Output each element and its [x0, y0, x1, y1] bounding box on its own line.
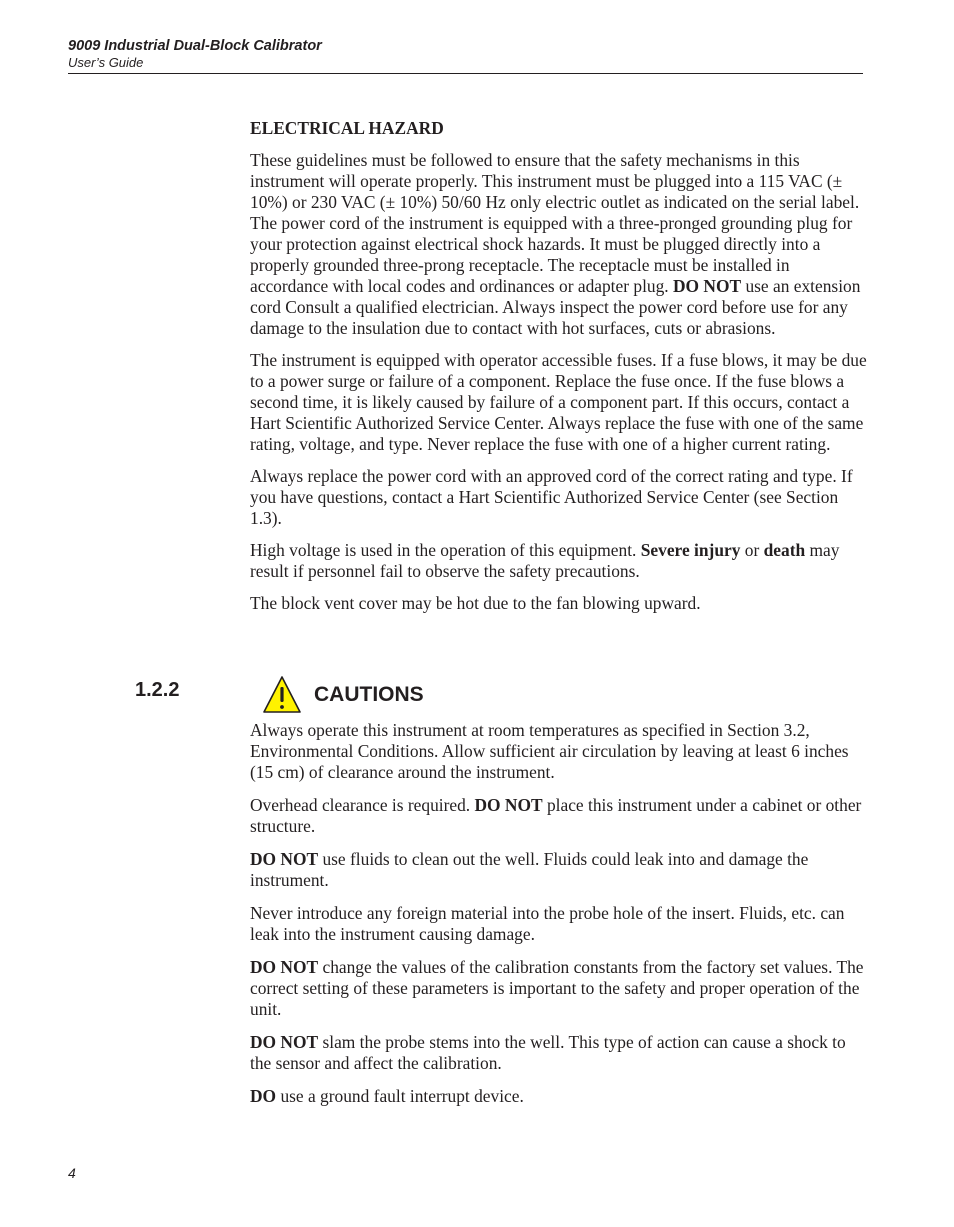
emphasis-text: Severe injury	[640, 540, 741, 560]
emphasis-text: DO NOT	[474, 795, 543, 815]
page-number: 4	[68, 1165, 76, 1181]
text-span: Overhead clearance is required.	[250, 795, 475, 815]
emphasis-text: DO NOT	[250, 849, 319, 869]
text-span: use an extension cord Consult a qualified electrician. Always inspect the power cord before use for any damage to the insulation due to contact with hot surfaces, cuts or abrasions.	[250, 276, 861, 338]
text-span: change the values of the calibration constants from the factory set values. The correct setting of these parameters is important to the safety and proper operation of the unit.	[250, 957, 864, 1019]
emphasis-text: DO	[250, 1086, 277, 1106]
emphasis-text: death	[763, 540, 806, 560]
cautions-heading	[262, 674, 424, 716]
text-span: place this instrument under a cabinet or other structure.	[250, 795, 862, 836]
document-subtitle: User’s Guide	[68, 55, 144, 70]
cautions-section	[250, 720, 870, 1119]
text-span: may result if personnel fail to observe the safety precautions.	[250, 540, 840, 581]
caution-paragraph-3	[250, 849, 870, 891]
electrical-hazard-paragraph-4	[250, 540, 870, 582]
caution-paragraph-7	[250, 1086, 870, 1107]
document-title: 9009 Industrial Dual-Block Calibrator	[68, 38, 322, 54]
cautions-title: CAUTIONS	[314, 683, 424, 706]
emphasis-text: DO NOT	[250, 1032, 319, 1052]
text-span: use fluids to clean out the well. Fluids could leak into and damage the instrument.	[250, 849, 809, 890]
electrical-hazard-section	[250, 115, 870, 625]
caution-paragraph-4: Never introduce any foreign material into the probe hole of the insert. Fluids, etc. can leak into the instrument causing damage.	[250, 903, 845, 944]
text-span: High voltage is used in the operation of this equipment.	[250, 540, 641, 560]
caution-paragraph-6	[250, 1032, 870, 1074]
caution-paragraph-1: Always operate this instrument at room temperatures as specified in Section 3.2, Environmental Conditions. Allow sufficient air circulation by leaving at least 6 inches (15 cm) of clearance around the instrument.	[250, 720, 849, 782]
text-span: use a ground fault interrupt device.	[276, 1086, 524, 1106]
electrical-hazard-paragraph-3: Always replace the power cord with an approved cord of the correct rating and type. If you have questions, contact a Hart Scientific Authorized Service Center (see Section 1.3).	[250, 466, 853, 528]
caution-paragraph-5	[250, 957, 870, 1020]
warning-triangle-icon	[262, 675, 302, 715]
electrical-hazard-heading: ELECTRICAL HAZARD	[250, 118, 444, 138]
text-span: or	[740, 540, 764, 560]
emphasis-text: DO NOT	[250, 957, 319, 977]
electrical-hazard-paragraph-5: The block vent cover may be hot due to the fan blowing upward.	[250, 593, 701, 613]
text-span: These guidelines must be followed to ensure that the safety mechanisms in this instrument will operate properly. This instrument must be plugged into a 115 VAC (± 10%) or 230 VAC (± 10%) 50/60 Hz only electric outlet as indicated on the serial label. The power cord of the instrument is equipped with a three-pronged grounding plug for your protection against electrical shock hazards. It must be plugged directly into a properly grounded three-prong receptacle. The receptacle must be installed in accordance with local codes and ordinances or adapter plug.	[250, 150, 860, 296]
electrical-hazard-paragraph-1	[250, 150, 870, 339]
caution-paragraph-2	[250, 795, 870, 837]
electrical-hazard-paragraph-2: The instrument is equipped with operator accessible fuses. If a fuse blows, it may be due to a power surge or failure of a component. Replace the fuse once. If the fuse blows a second time, it is likely caused by failure of a component part. If this occurs, contact a Hart Scientific Authorized Service Center. Always replace the fuse with one of the same rating, voltage, and type. Never replace the fuse with one of a higher current rating.	[250, 350, 867, 454]
section-number: 1.2.2	[135, 679, 180, 701]
text-span: slam the probe stems into the well. This type of action can cause a shock to the sensor and affect the calibration.	[250, 1032, 846, 1073]
emphasis-text: DO NOT	[673, 276, 742, 296]
page-header	[68, 37, 863, 74]
